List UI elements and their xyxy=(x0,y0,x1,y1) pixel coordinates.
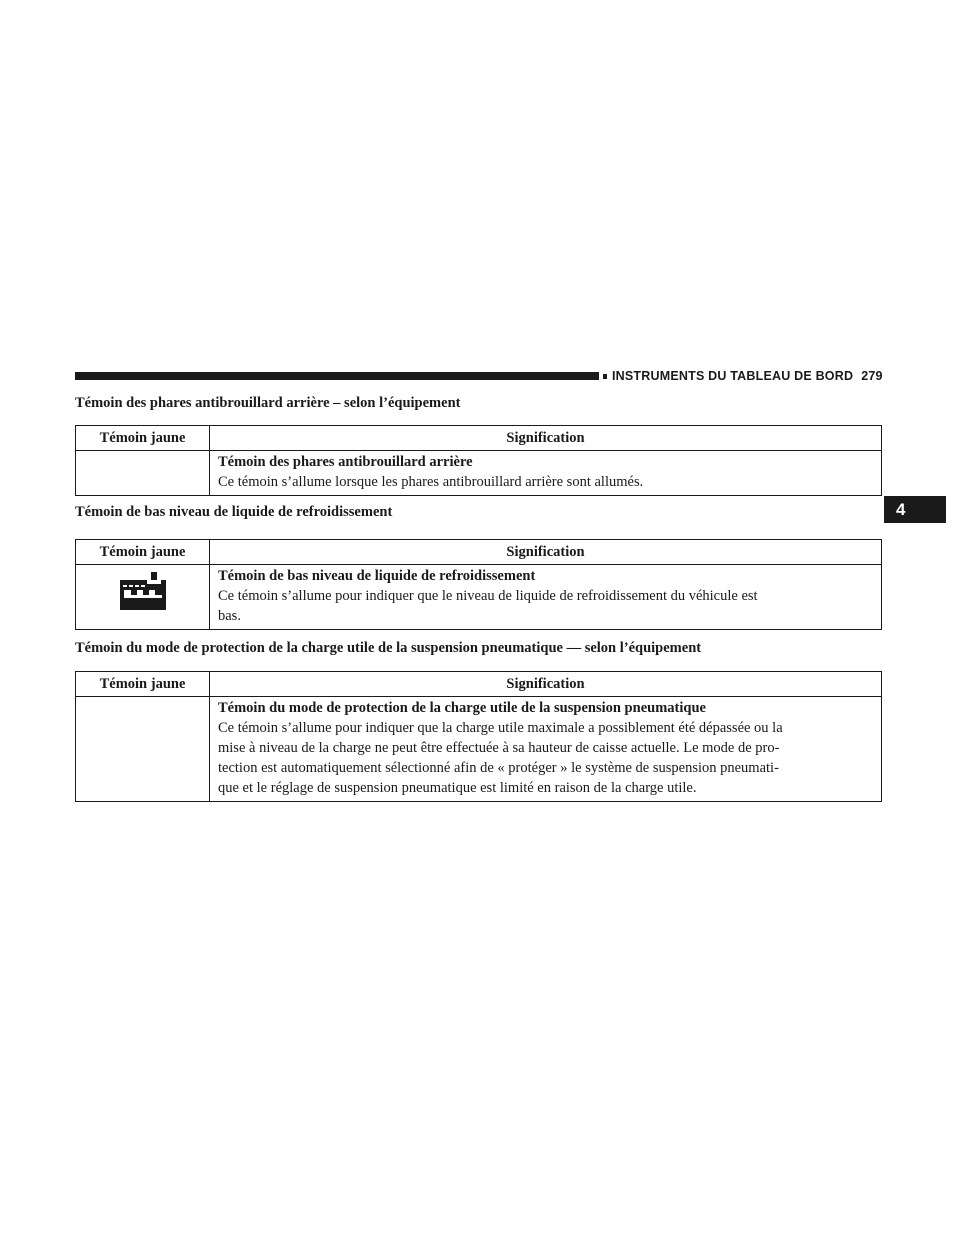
meaning-cell xyxy=(210,451,882,496)
indicator-table-air-suspension xyxy=(75,671,882,802)
header-section-title: INSTRUMENTS DU TABLEAU DE BORD xyxy=(612,369,854,383)
section-title-air-suspension: Témoin du mode de protection de la charge utile de la suspension pneumatique — selon l’équipement xyxy=(75,640,702,656)
table-row xyxy=(76,451,882,496)
section-title-rear-fog: Témoin des phares antibrouillard arrière – selon l’équipement xyxy=(75,395,461,411)
meaning-title: Témoin des phares antibrouillard arrière xyxy=(218,454,473,470)
column-header-meaning: Signification xyxy=(210,672,882,697)
table-row xyxy=(76,697,882,802)
header-rule xyxy=(75,372,599,380)
column-header-indicator: Témoin jaune xyxy=(76,540,210,565)
table-header-row xyxy=(76,672,882,697)
meaning-text-line: mise à niveau de la charge ne peut être effectuée à sa hauteur de caisse actuelle. Le mode de pro- xyxy=(218,740,780,756)
column-header-meaning: Signification xyxy=(210,540,882,565)
meaning-title: Témoin de bas niveau de liquide de refroidissement xyxy=(218,568,536,584)
indicator-icon-cell xyxy=(76,565,210,630)
running-header xyxy=(612,368,883,384)
header-divider xyxy=(603,374,607,379)
indicator-icon-cell xyxy=(76,697,210,802)
meaning-text: Ce témoin s’allume lorsque les phares antibrouillard arrière sont allumés. xyxy=(218,474,644,490)
meaning-text-line: Ce témoin s’allume pour indiquer que le niveau de liquide de refroidissement du véhicule est xyxy=(218,588,758,604)
table-header-row xyxy=(76,540,882,565)
meaning-text-line: que et le réglage de suspension pneumatique est limité en raison de la charge utile. xyxy=(218,780,697,796)
column-header-meaning: Signification xyxy=(210,426,882,451)
coolant-level-icon xyxy=(117,570,169,614)
table-row xyxy=(76,565,882,630)
table-header-row xyxy=(76,426,882,451)
indicator-table-coolant xyxy=(75,539,882,630)
chapter-tab: 4 xyxy=(884,496,946,523)
meaning-title: Témoin du mode de protection de la charge utile de la suspension pneumatique xyxy=(218,700,706,716)
meaning-text-line: tection est automatiquement sélectionné afin de « protéger » le système de suspension pneumati- xyxy=(218,760,779,776)
column-header-indicator: Témoin jaune xyxy=(76,672,210,697)
meaning-cell xyxy=(210,565,882,630)
meaning-text-line: Ce témoin s’allume pour indiquer que la charge utile maximale a possiblement été dépassée ou la xyxy=(218,720,783,736)
page-number: 279 xyxy=(861,369,883,383)
section-title-coolant: Témoin de bas niveau de liquide de refroidissement xyxy=(75,504,393,520)
meaning-cell xyxy=(210,697,882,802)
indicator-icon-cell xyxy=(76,451,210,496)
meaning-text-line: bas. xyxy=(218,608,241,624)
column-header-indicator: Témoin jaune xyxy=(76,426,210,451)
indicator-table-rear-fog xyxy=(75,425,882,496)
